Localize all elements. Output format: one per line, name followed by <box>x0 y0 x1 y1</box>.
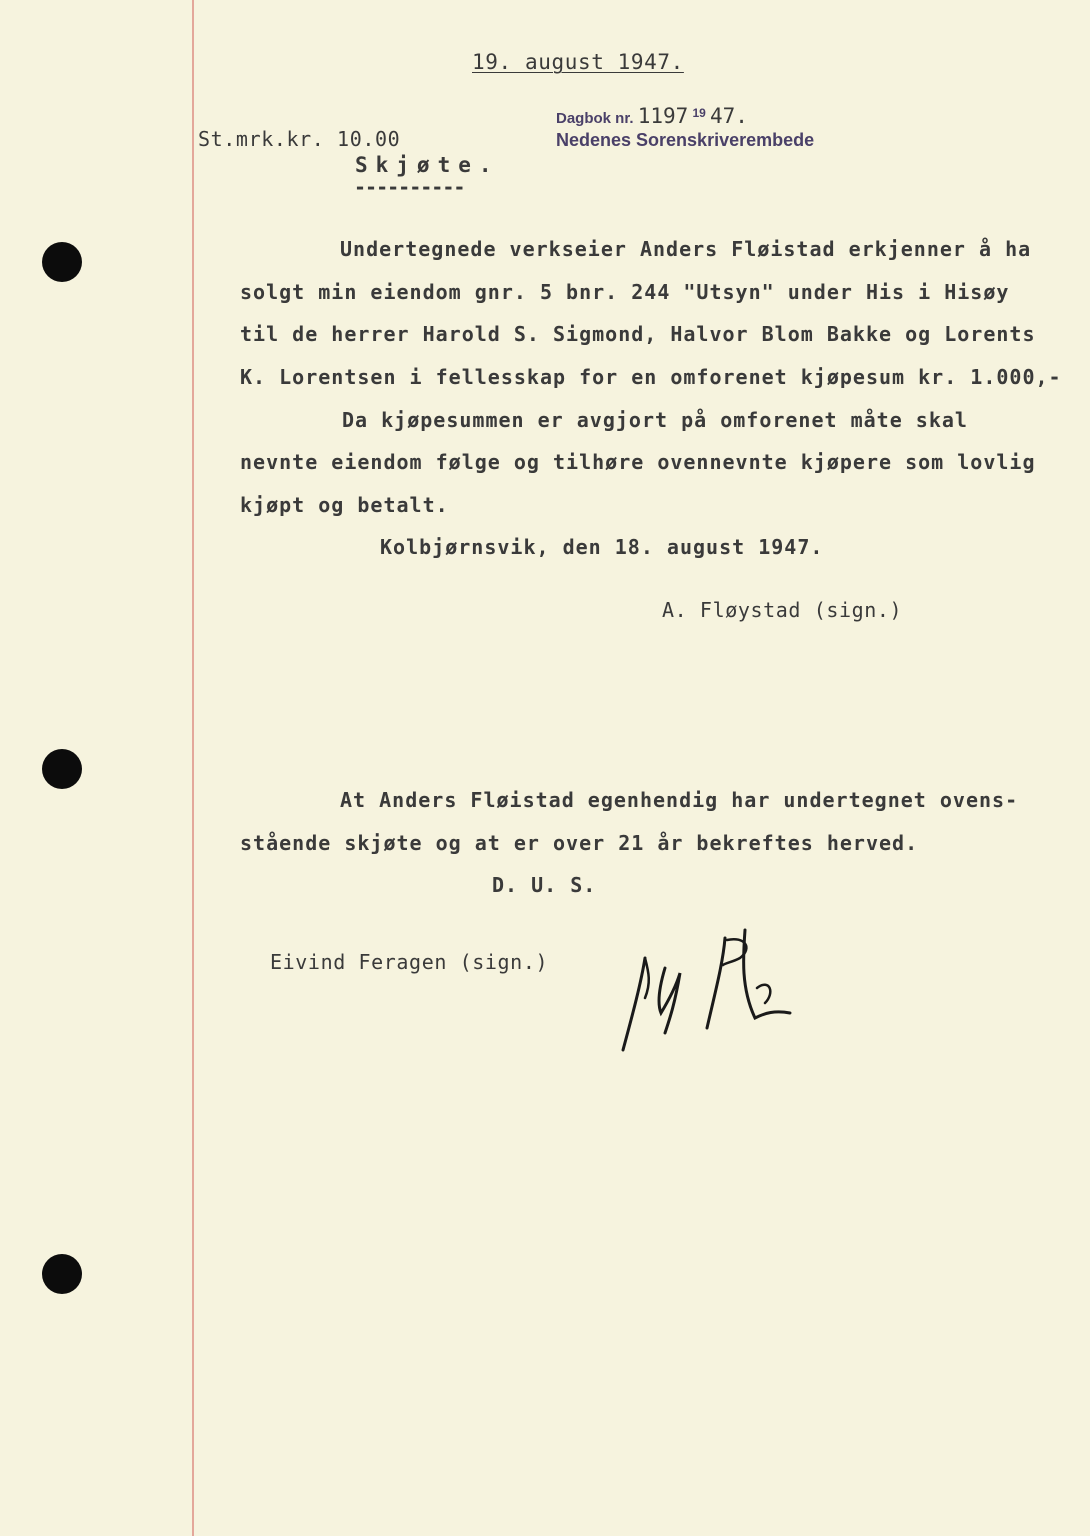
body-line-4: K. Lorentsen i fellesskap for en omforenet kjøpesum kr. 1.000,- <box>240 365 1062 389</box>
punch-hole-icon <box>42 749 82 789</box>
body-line-1: Undertegnede verkseier Anders Fløistad erkjenner å ha <box>340 237 1032 261</box>
attestation-line-2: stående skjøte og at er over 21 år bekreftes herved. <box>240 831 919 855</box>
title-underline: ---------- <box>354 175 465 199</box>
document-title: Skjøte. <box>355 153 500 177</box>
punch-hole-icon <box>42 1254 82 1294</box>
dagbok-number: 1197 <box>637 104 689 128</box>
attestation-initials: D. U. S. <box>492 873 597 897</box>
dagbok-prefix: Dagbok nr. <box>556 110 634 127</box>
handwritten-initials-icon <box>615 918 805 1058</box>
document-date: 19. august 1947. <box>472 50 684 74</box>
dagbok-year-prefix: 19 <box>692 106 706 120</box>
body-line-6: nevnte eiendom følge og tilhøre ovennevnte kjøpere som lovlig <box>240 450 1036 474</box>
body-line-7: kjøpt og betalt. <box>240 493 449 517</box>
attestation-line-1: At Anders Fløistad egenhendig har undertegnet ovens- <box>340 788 1019 812</box>
stamp-duty: St.mrk.kr. 10.00 <box>198 127 401 151</box>
body-line-2: solgt min eiendom gnr. 5 bnr. 244 "Utsyn" under His i Hisøy <box>240 280 1010 304</box>
signature-seller: A. Fløystad (sign.) <box>662 598 903 622</box>
margin-rule <box>192 0 194 1536</box>
punch-hole-icon <box>42 242 82 282</box>
body-line-3: til de herrer Harold S. Sigmond, Halvor Blom Bakke og Lorents <box>240 322 1036 346</box>
signature-witness: Eivind Feragen (sign.) <box>270 950 549 974</box>
place-date: Kolbjørnsvik, den 18. august 1947. <box>380 535 824 559</box>
body-line-5: Da kjøpesummen er avgjort på omforenet måte skal <box>342 408 968 432</box>
office-stamp: Nedenes Sorenskriverembede <box>556 130 815 150</box>
dagbok-year: 47. <box>709 104 748 128</box>
dagbok-stamp <box>556 104 748 128</box>
